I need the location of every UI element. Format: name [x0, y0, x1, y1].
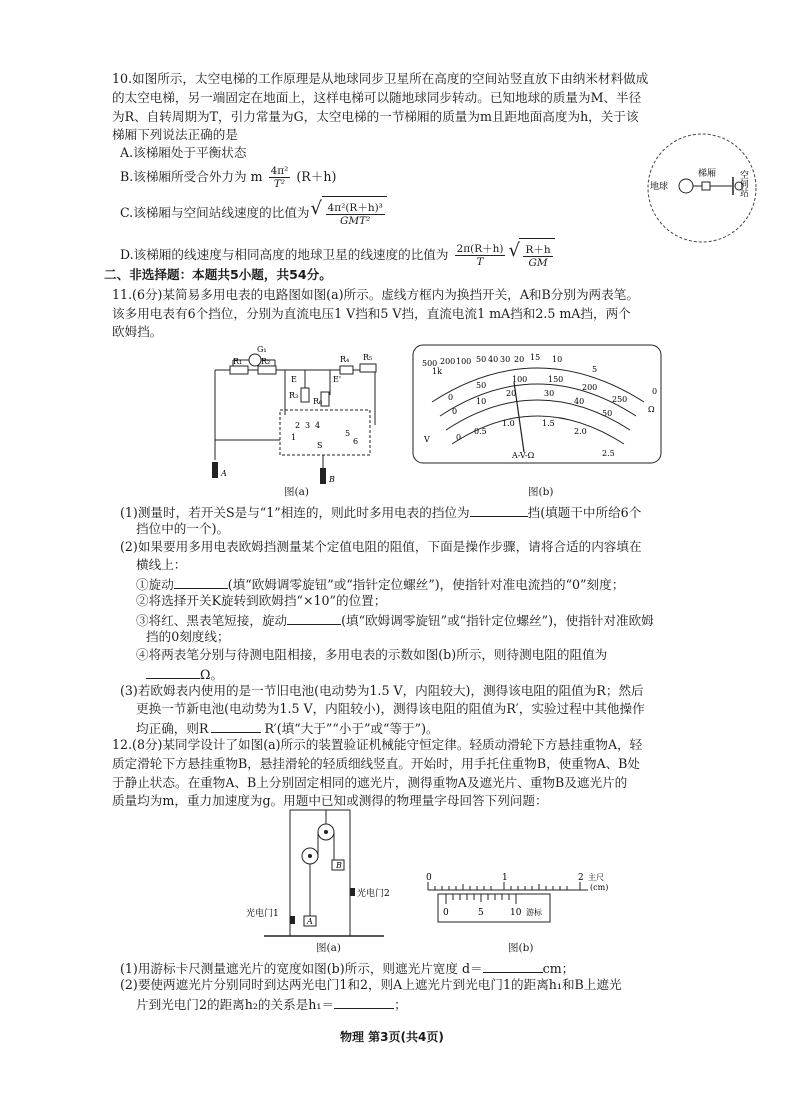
- vernier-label: 游标: [526, 908, 542, 917]
- q10-option-c-prefix: C.该梯厢与空间站线速度的比值为: [120, 205, 310, 220]
- ohm-tick-1k: 1k: [432, 367, 442, 376]
- multimeter-face: [412, 344, 662, 484]
- probe-b: [320, 468, 326, 484]
- label-5: 5: [345, 429, 351, 438]
- dc2-tick-20: 20: [506, 389, 517, 398]
- vernier-tick-10: 10: [510, 908, 522, 918]
- dc2-tick-10: 10: [476, 397, 487, 406]
- ohm-tick-500: 500: [422, 359, 438, 368]
- dc1-tick-50: 50: [476, 381, 487, 390]
- q11-step3-blank[interactable]: [287, 610, 341, 625]
- dc1-tick-250: 250: [612, 395, 628, 404]
- gate2-marker: [350, 888, 355, 896]
- q11-part3-line-3: [136, 718, 439, 738]
- label-1: 1: [291, 433, 297, 442]
- dc2-tick-30: 30: [544, 389, 555, 398]
- ohm-tick-10: 10: [552, 355, 563, 364]
- label-b: B: [329, 475, 335, 484]
- vernier-caliper: [418, 868, 618, 940]
- cabin-box: [702, 182, 710, 190]
- ohm-unit: Ω: [648, 405, 655, 414]
- label-2: 2: [295, 421, 301, 430]
- label-3: 3: [305, 421, 311, 430]
- q12-fig-b-caption: 图(b): [508, 942, 534, 954]
- dc1-tick-100: 100: [512, 375, 528, 384]
- q12-part2-line-2: [136, 994, 407, 1014]
- main-tick-0: 0: [426, 873, 432, 883]
- circuit-diagram: [205, 340, 395, 490]
- q10-option-c-numerator: √ 4π²(R＋h)³: [327, 202, 383, 214]
- q11-part2-step4: ④将两表笔分别与待测电阻相接，多用电表的示数如图(b)所示，则待测电阻的阻值为: [136, 647, 608, 662]
- q12-part1-blank[interactable]: [483, 958, 543, 973]
- dc3-tick-2-5: 2.5: [602, 449, 615, 458]
- q11-part2-step4-answer: [146, 664, 223, 684]
- q11-fig-b-caption: 图(b): [528, 486, 554, 498]
- q11-step3-text-a: ③将红、黑表笔短接，旋动: [136, 613, 288, 628]
- dc1-tick-200: 200: [582, 383, 598, 392]
- q10-stem-line-3: 为R、自转周期为T，引力常量为G，太空电梯的一节梯厢的质量为m且距地面高度为h，关于该: [112, 109, 639, 124]
- q10-option-c: [120, 196, 387, 230]
- main-tick-1: 1: [502, 873, 508, 883]
- ohm-tick-100: 100: [456, 357, 472, 366]
- q12-part2-line-1: (2)要使两遮光片分别同时到达两光电门1和2，则A上遮光片到光电门1的距离h₁和B上遮光: [120, 977, 622, 992]
- q11-stem-line-3: 欧姆挡。: [112, 324, 163, 339]
- q11-part3-text-a: 均正确，则R: [136, 721, 209, 736]
- ohm-tick-50: 50: [476, 355, 487, 364]
- pulley-apparatus: [244, 808, 390, 944]
- q11-part2-line-1: (2)如果要用多用电表欧姆挡测量某个定值电阻的阻值，下面是操作步骤，请将合适的内容填在: [120, 539, 642, 554]
- meter-avo-label: A-V-Ω: [512, 451, 535, 460]
- dc2-tick-50: 50: [602, 409, 613, 418]
- q10-stem-line-4: 梯厢下列说法正确的是: [112, 127, 238, 142]
- q12-part1: [120, 958, 574, 978]
- resistor-r3: [301, 388, 309, 402]
- q10-option-d-root: [519, 238, 554, 273]
- q10-stem-line-2: 的太空电梯，另一端固定在地面上，这样电梯可以随地球同步转动。已知地球的质量为M、半径: [112, 90, 642, 105]
- q11-fig-a-caption: 图(a): [284, 486, 309, 498]
- page-footer: 物理 第3页(共4页): [340, 1030, 444, 1044]
- q10-option-d-fraction: [455, 243, 506, 268]
- q12-part1-text-b: cm；: [542, 961, 575, 976]
- galvanometer-symbol: [249, 354, 261, 366]
- q12-fig-a-caption: 图(a): [316, 942, 341, 954]
- q11-part2-step1: [136, 574, 624, 594]
- label-r6: R₆: [313, 397, 323, 406]
- q12-part1-text-a: (1)用游标卡尺测量遮光片的宽度如图(b)所示，则遮光片宽度 d＝: [120, 961, 483, 976]
- main-scale-label: 主尺: [588, 873, 604, 882]
- q11-part1-text-b: 挡(填题干中所给6个: [527, 505, 642, 520]
- ohm-tick-20: 20: [514, 355, 525, 364]
- q11-part1-line-1: [120, 502, 641, 522]
- q10-option-d-numerator: 2π(R＋h): [456, 243, 504, 255]
- q10-option-d-root-fraction: [523, 244, 552, 269]
- q11-part2-step3: [136, 610, 654, 630]
- label-r5: R₅: [363, 353, 373, 362]
- cabin-label: 梯厢: [698, 169, 717, 179]
- vernier-tick-5: 5: [478, 908, 484, 918]
- label-e-prime: E': [333, 375, 342, 384]
- ohm-tick-0: 0: [652, 387, 658, 396]
- q10-option-a: A.该梯厢处于平衡状态: [120, 145, 247, 160]
- label-e: E: [291, 375, 297, 384]
- fixed-pulley-axle: [324, 830, 328, 834]
- gate1-marker: [290, 916, 295, 924]
- label-6: 6: [353, 437, 359, 446]
- section-heading: 二、非选择题：本题共5小题，共54分。: [104, 267, 332, 282]
- ohm-tick-200: 200: [440, 357, 456, 366]
- q11-step1-blank[interactable]: [174, 574, 228, 589]
- q10-figure: [636, 132, 770, 244]
- dc3-tick-1-5: 1.5: [542, 419, 555, 428]
- q11-step1-text-a: ①旋动: [136, 577, 174, 592]
- dc3-tick-0: 0: [456, 433, 462, 442]
- vernier-tick-0: 0: [443, 908, 449, 918]
- main-tick-2: 2: [578, 873, 584, 883]
- earth-label: 地球: [650, 182, 669, 192]
- q10-option-c-fraction: [326, 202, 385, 227]
- movable-pulley-axle: [308, 854, 312, 858]
- gate2-label: 光电门2: [357, 889, 390, 899]
- q10-option-d-denominator: T: [476, 256, 484, 268]
- q12-stem-line-3: 于静止状态。在重物A、B上分别固定相同的遮光片，测得重物A及遮光片、重物B及遮光片的: [112, 775, 628, 790]
- label-r3: R₃: [289, 391, 299, 400]
- meter-v-label: V: [424, 435, 430, 444]
- q12-part2-text-b: ；: [394, 997, 407, 1012]
- q12-part2-blank[interactable]: [334, 994, 394, 1009]
- dc1-tick-0: 0: [448, 393, 454, 402]
- ohm-tick-30: 30: [500, 355, 511, 364]
- resistor-r2: [258, 366, 276, 374]
- dc3-tick-0-5: 0.5: [474, 427, 487, 436]
- q10-option-b-fraction: [269, 165, 291, 190]
- q11-part3-blank[interactable]: [211, 718, 261, 733]
- dc2-tick-0: 0: [452, 407, 458, 416]
- resistor-r4: [340, 366, 353, 374]
- gate1-label: 光电门1: [246, 909, 279, 919]
- weight-b-label: B: [336, 861, 342, 870]
- probe-a: [212, 462, 218, 478]
- q10-option-b-prefix: B.该梯厢所受合外力为 m: [120, 169, 263, 184]
- resistor-r1: [230, 366, 248, 374]
- q11-part1-text-a: (1)测量时，若开关S是与“1”相连的，则此时多用电表的挡位为: [120, 505, 470, 520]
- ohm-tick-15: 15: [530, 353, 541, 362]
- q12-stem-line-2: 质定滑轮下方悬挂重物B，悬挂滑轮的轻质细线竖直。开始时，用手托住重物B，使重物A、B处: [112, 756, 641, 771]
- q12-stem-line-4: 质量均为m，重力加速度为g。用题中已知或测得的物理量字母回答下列问题：: [112, 793, 548, 808]
- ohm-tick-40: 40: [488, 355, 499, 364]
- main-scale-unit: (cm): [590, 883, 609, 892]
- q11-step3-text-b: (填“欧姆调零旋钮”或“指针定位螺丝”)，使指针对准欧姆: [341, 613, 654, 628]
- q10-option-c-denominator: GMT²: [340, 215, 371, 227]
- q11-part1-line-2: 挡位中的一个)。: [136, 521, 230, 536]
- label-g1: G₁: [257, 345, 267, 354]
- q11-part3-line-1: (3)若欧姆表内使用的是一节旧电池(电动势为1.5 V，内阻较大)，测得该电阻的阻值为R；然后: [120, 683, 644, 698]
- q10-option-b-denominator: T²: [273, 178, 286, 190]
- q10-option-b-numerator: 4π²: [270, 165, 289, 177]
- q11-step1-text-b: (填“欧姆调零旋钮”或“指针定位螺丝”)，使指针对准电流挡的“0”刻度；: [227, 577, 625, 592]
- q11-part1-blank[interactable]: [470, 502, 528, 517]
- q11-step4-blank[interactable]: [146, 664, 200, 679]
- q11-part3-text-b: R′(填“大于”“小于”或“等于”)。: [264, 721, 439, 736]
- station-label: 空间站: [738, 170, 748, 197]
- q10-option-b: [120, 160, 336, 194]
- q11-step4-text-b: Ω。: [200, 667, 224, 682]
- label-r1: R₁: [233, 357, 243, 366]
- dc3-tick-2-0: 2.0: [574, 427, 587, 436]
- q12-part2-text-a: 片到光电门2的距离h₂的关系是h₁＝: [136, 997, 335, 1012]
- q10-option-d-root-numerator: √ R＋h: [525, 244, 551, 256]
- ohm-tick-5: 5: [592, 365, 598, 374]
- dc3-tick-1-0: 1.0: [502, 419, 515, 428]
- q11-part2-line-2: 横线上：: [136, 557, 187, 572]
- resistor-r5: [360, 364, 376, 372]
- q10-option-c-root: [322, 196, 387, 231]
- label-r2: R₂: [261, 357, 271, 366]
- main-scale-ticks: [428, 882, 580, 890]
- q11-stem-line-2: 该多用电表有6个挡位，分别为直流电压1 V挡和5 V挡，直流电流1 mA挡和2.5 mA挡，两个: [112, 306, 631, 321]
- label-a: A: [221, 469, 227, 478]
- q11-part2-step3-cont: 挡的0刻度线；: [146, 629, 230, 644]
- label-4: 4: [315, 421, 321, 430]
- label-r4: R₄: [340, 355, 350, 364]
- q10-option-d-root-denominator: GM: [528, 257, 548, 269]
- dc2-tick-40: 40: [574, 397, 585, 406]
- q10-option-b-suffix: (R＋h): [296, 169, 337, 184]
- q10-option-d-prefix: D.该梯厢的线速度与相同高度的地球卫星的线速度的比值为: [120, 247, 449, 262]
- q11-part2-step2: ②将选择开关K旋转到欧姆挡“×10”的位置；: [136, 593, 387, 608]
- q11-stem-line-1: 11.(6分)某简易多用电表的电路图如图(a)所示。虚线方框内为换挡开关，A和B分别为两表笔。: [112, 287, 639, 302]
- q12-stem-line-1: 12.(8分)某同学设计了如图(a)所示的装置验证机械能守恒定律。轻质动滑轮下方悬挂重物A，轻: [112, 737, 643, 752]
- q11-part3-line-2: 更换一节新电池(电动势为1.5 V，内阻较小)，测得该电阻的阻值为R′，实验过程中其他操作: [136, 701, 645, 716]
- dc1-tick-150: 150: [548, 375, 564, 384]
- q10-stem-line-1: 10.如图所示，太空电梯的工作原理是从地球同步卫星所在高度的空间站竖直放下由纳米材料做成: [112, 71, 649, 86]
- label-s: S: [317, 441, 323, 450]
- weight-a-label: A: [307, 917, 313, 926]
- earth-circle: [679, 179, 693, 193]
